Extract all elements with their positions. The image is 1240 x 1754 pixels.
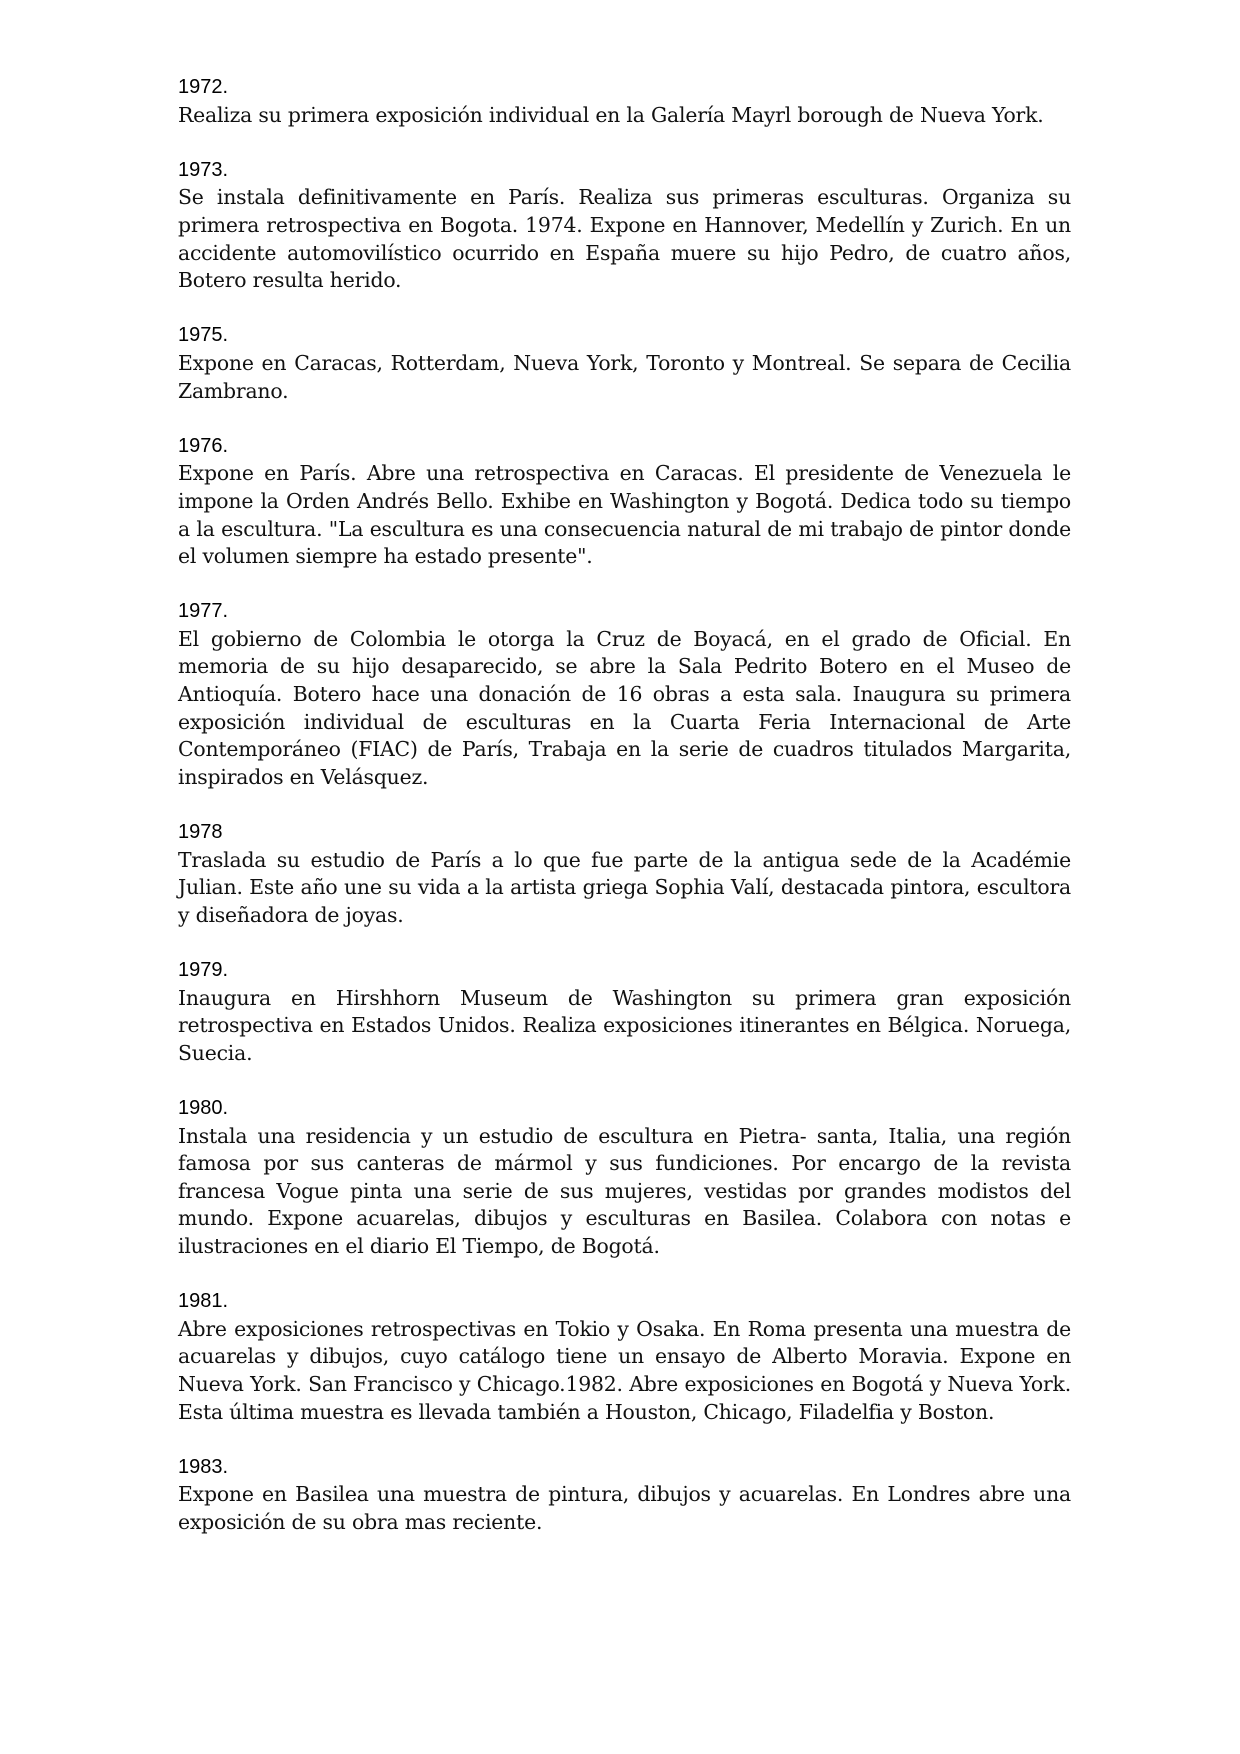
entry-text: Instala una residencia y un estudio de escultura en Pietra- santa, Italia, una región famosa por sus canteras de mármol y sus fundiciones. Por encargo de la revista francesa Vogue pinta una serie de sus mujeres, vestidas por grandes modistos del mundo. Expone acuarelas, dibujos y esculturas en Basilea. Colabora con notas e ilustraciones en el diario El Tiempo, de Bogotá.: [178, 1123, 1071, 1258]
entry-text: El gobierno de Colombia le otorga la Cruz de Boyacá, en el grado de Oficial. En memoria de su hijo desaparecido, se abre la Sala Pedrito Botero en el Museo de Antioquía. Botero hace una donación de 16 obras a esta sala. Inaugura su primera exposición individual de esculturas en la Cuarta Feria Internacional de Arte Contemporáneo (FIAC) de París, Trabaja en la serie de cuadros titulados Margarita, inspirados en Velásquez.: [178, 626, 1071, 789]
entry-text: Expone en París. Abre una retrospectiva en Caracas. El presidente de Venezuela le impone la Orden Andrés Bello. Exhibe en Washington y Bogotá. Dedica todo su tiempo a la escultura. "La escultura es una consecuencia natural de mi trabajo de pintor donde el volumen siempre ha estado presente".: [178, 461, 1071, 569]
entry-year: 1978: [178, 821, 223, 844]
timeline-entry-1976: [178, 433, 1071, 571]
entry-text: Abre exposiciones retrospectivas en Tokio y Osaka. En Roma presenta una muestra de acuarelas y dibujos, cuyo catálogo tiene un ensayo de Alberto Moravia. Expone en Nueva York. San Francisco y Chicago.1982. Abre exposiciones en Bogotá y Nueva York. Esta última muestra es llevada también a Houston, Chicago, Filadelfia y Boston.: [178, 1316, 1071, 1424]
timeline-entry-1972: [178, 74, 1071, 129]
timeline-entry-1981: [178, 1288, 1071, 1426]
entry-year: 1972.: [178, 76, 229, 98]
timeline-entry-1980: [178, 1095, 1071, 1261]
entry-text: Realiza su primera exposición individual en la Galería Mayrl borough de Nueva York.: [178, 102, 1044, 127]
entry-year: 1977.: [178, 600, 229, 623]
entry-year: 1980.: [178, 1096, 229, 1119]
entry-text: Expone en Caracas, Rotterdam, Nueva York, Toronto y Montreal. Se separa de Cecilia Zambrano.: [178, 350, 1071, 403]
timeline-entry-1977: [178, 598, 1071, 791]
timeline-entry-1975: [178, 322, 1071, 405]
timeline-entry-1983: [178, 1454, 1071, 1537]
entry-year: 1976.: [178, 434, 229, 457]
timeline-entry-1979: [178, 957, 1071, 1067]
entry-year: 1983.: [178, 1455, 229, 1478]
entry-text: Inaugura en Hirshhorn Museum de Washington su primera gran exposición retrospectiva en Estados Unidos. Realiza exposiciones itinerantes en Bélgica. Noruega, Suecia.: [178, 985, 1071, 1065]
entry-year: 1973.: [178, 158, 229, 181]
entry-text: Traslada su estudio de París a lo que fue parte de la antigua sede de la Académie Julian. Este año une su vida a la artista griega Sophia Valí, destacada pintora, escultora y diseñadora de joyas.: [178, 847, 1071, 927]
entry-year: 1975.: [178, 324, 229, 347]
entry-text: Se instala definitivamente en París. Realiza sus primeras esculturas. Organiza su primera retrospectiva en Bogota. 1974. Expone en Hannover, Medellín y Zurich. En un accidente automovilístico ocurrido en España muere su hijo Pedro, de cuatro años, Botero resulta herido.: [178, 185, 1071, 293]
entry-year: 1981.: [178, 1290, 229, 1313]
timeline-entry-1973: [178, 157, 1071, 295]
document-page: [178, 74, 1071, 1564]
entry-text: Expone en Basilea una muestra de pintura, dibujos y acuarelas. En Londres abre una exposición de su obra mas reciente.: [178, 1482, 1071, 1534]
entry-year: 1979.: [178, 959, 229, 981]
timeline-entry-1978: [178, 819, 1071, 929]
